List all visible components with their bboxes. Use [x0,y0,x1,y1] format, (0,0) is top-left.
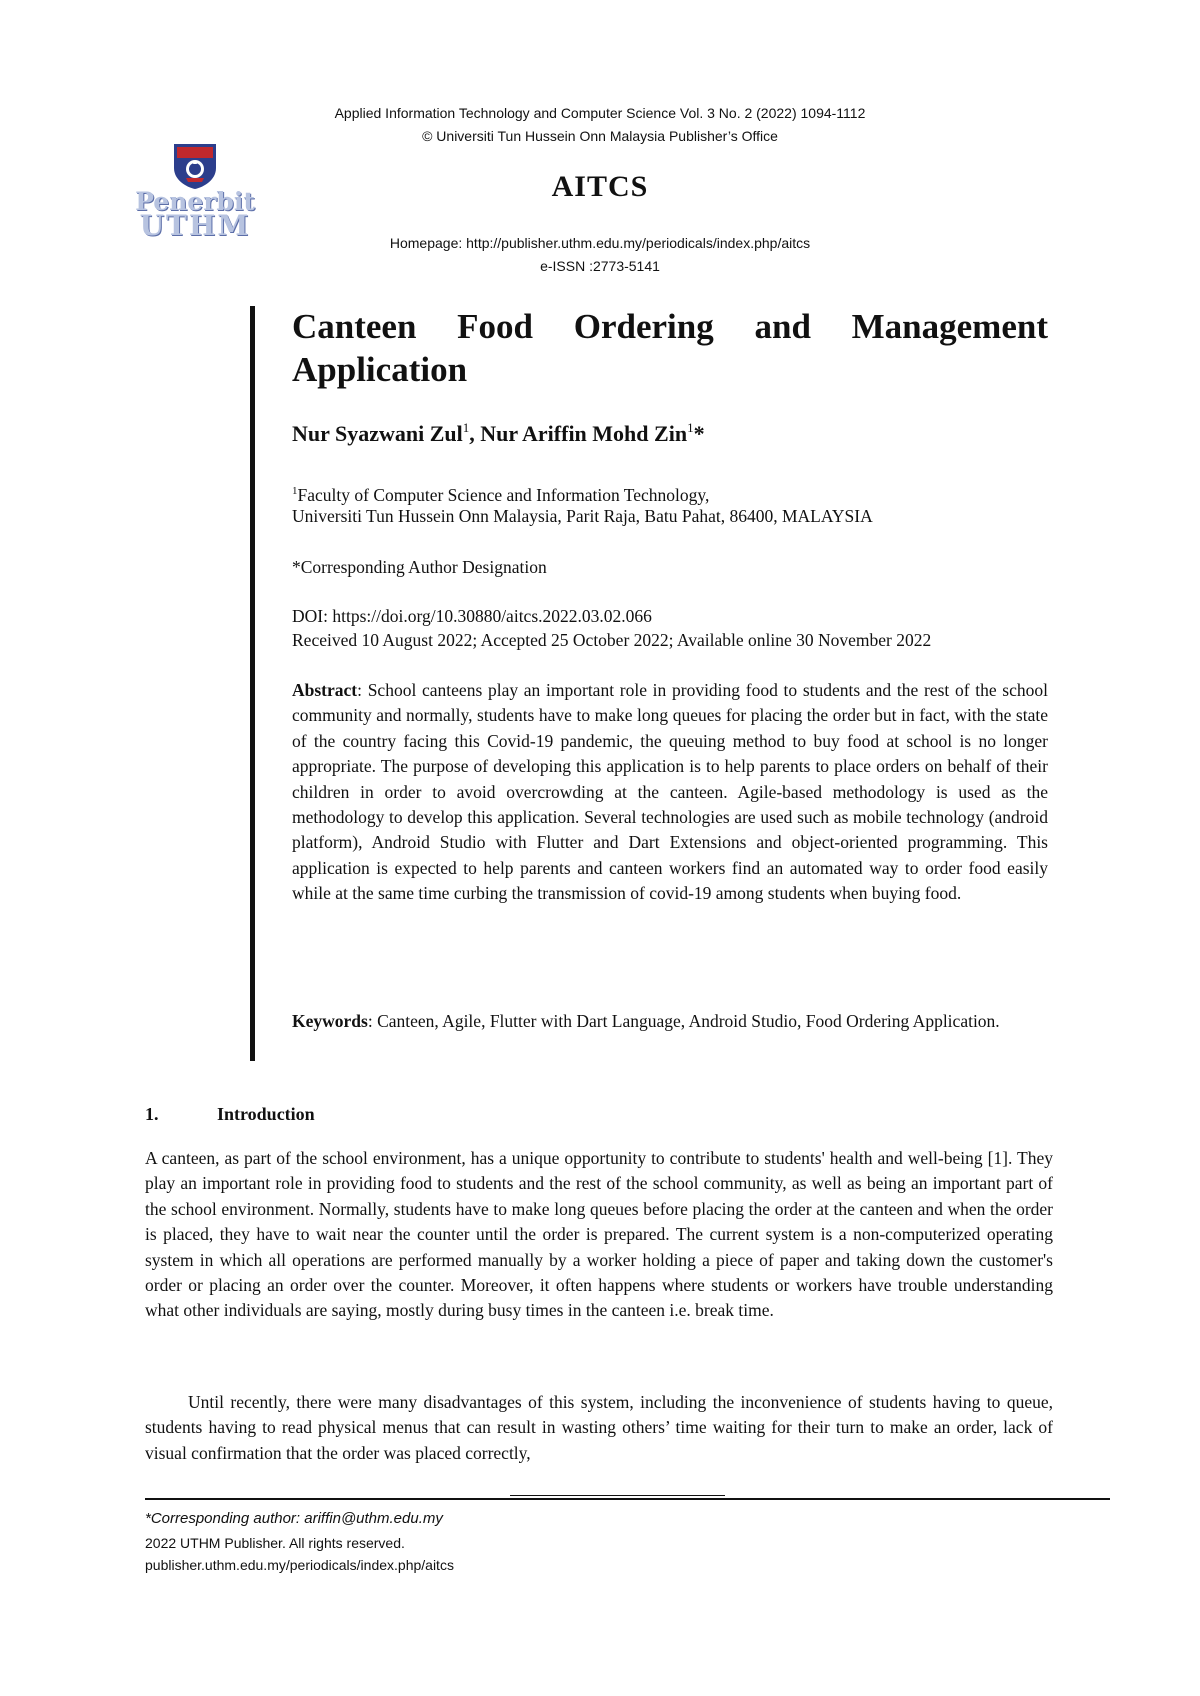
affiliation-marker: 1 [462,420,470,435]
body-paragraph: Until recently, there were many disadvantages of this system, including the inconvenience of students having to queue, students having to read physical menus that can result in wasting others’ time waiting for their turn to make an order, lack of visual confirmation that the order was placed correctly, [145,1392,1053,1463]
logo-text-penerbit: Penerbit [135,187,255,216]
paper-title: Canteen Food Ordering and Management Application [292,307,1048,389]
corresponding-designation: *Corresponding Author Designation [292,557,547,577]
affiliation-marker: 1 [292,485,298,497]
journal-header [0,0,1200,290]
corresponding-marker: * [693,421,705,446]
abstract-label: Abstract [292,680,358,700]
footnote-copyright: 2022 UTHM Publisher. All rights reserved. [145,1535,405,1551]
author-list [292,420,1048,447]
logo-text-uthm: UTHM [139,209,251,242]
keywords-label: Keywords [292,1011,368,1031]
publisher-copyright: © Universiti Tun Hussein Onn Malaysia Publisher’s Office [422,128,778,144]
publisher-logo [130,142,260,242]
section-title: Introduction [217,1104,315,1124]
footnote-divider-short [510,1495,725,1496]
affiliation-marker: 1 [687,420,694,435]
abstract [292,678,1048,907]
journal-eissn: e-ISSN :2773-5141 [540,258,660,274]
affiliation-address: Universiti Tun Hussein Onn Malaysia, Parit Raja, Batu Pahat, 86400, MALAYSIA [292,506,873,526]
journal-citation: Applied Information Technology and Computer Science Vol. 3 No. 2 (2022) 1094-1112 [334,105,866,121]
footnote-divider [145,1498,1110,1500]
footnote-corresponding-author[interactable]: *Corresponding author: ariffin@uthm.edu.my [145,1510,443,1527]
title-block-rule [250,306,255,1061]
shield-icon [172,142,218,190]
footnote-url[interactable]: publisher.uthm.edu.my/periodicals/index.php/aitcs [145,1557,454,1573]
keywords [292,1009,1048,1034]
abstract-text: : School canteens play an important role in providing food to students and the rest of the school community and normally, students have to make long queues for placing the order but in fact, with the state of the country facing this Covid-19 pandemic, the queuing method to buy food at school is no longer appropriate. The purpose of developing this application is to help parents to place orders on behalf of their children in order to avoid overcrowding at the canteen. Agile-based methodology is used as the methodology to develop this application. Several technologies are used such as mobile technology (android platform), Android Studio with Flutter and Dart Extensions and object-oriented programming. This application is expected to help parents and canteen workers find an automated way to order food easily while at the same time curbing the transmission of covid-19 among students when buying food. [292,680,1048,904]
journal-acronym: AITCS [551,170,649,203]
author-name: Nur Ariffin Mohd Zin [480,421,688,446]
author-name: Nur Syazwani Zul [292,421,463,446]
doi-link[interactable]: DOI: https://doi.org/10.30880/aitcs.2022.03.02.066 [292,606,652,626]
keywords-text: : Canteen, Agile, Flutter with Dart Language, Android Studio, Food Ordering Application. [367,1011,1000,1031]
journal-homepage[interactable]: Homepage: http://publisher.uthm.edu.my/periodicals/index.php/aitcs [389,235,811,251]
body-paragraph: A canteen, as part of the school environment, has a unique opportunity to contribute to students' health and well-being [1]. They play an important role in providing food to students and the rest of the school community, as well as being an important part of the school environment. Normally, students have to make long queues before placing the order at the canteen and when the order is placed, they have to wait near the counter until the order is prepared. The current system is a non-computerized operating system in which all operations are performed manually by a worker holding a piece of paper and taking down the customer's order or placing an order over the counter. Moreover, it often happens where students or workers have trouble understanding what other individuals are saying, mostly during busy times in the canteen i.e. break time. [145,1148,1053,1321]
section-heading [145,1104,315,1125]
author-separator: , [469,421,481,446]
affiliation-text: Faculty of Computer Science and Information Technology, [297,485,710,505]
publication-dates: Received 10 August 2022; Accepted 25 October 2022; Available online 30 November 2022 [292,630,932,650]
affiliation-line [292,479,1052,507]
section-number: 1. [145,1104,159,1124]
